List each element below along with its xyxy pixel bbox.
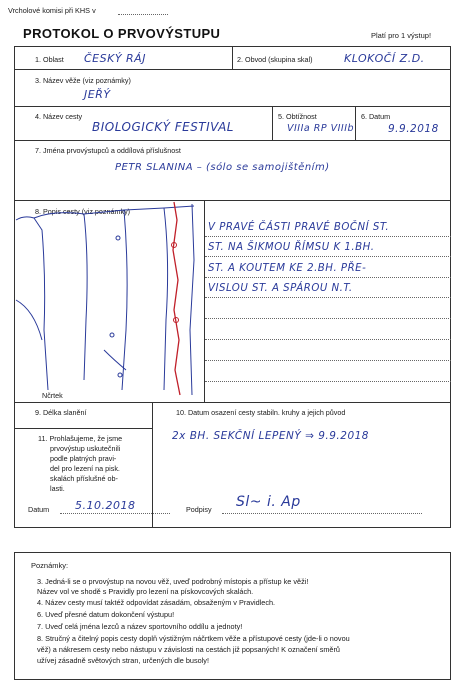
- divider: [355, 106, 356, 140]
- sketch-edge: [190, 204, 194, 395]
- description-rule: [205, 339, 451, 340]
- divider: [14, 402, 451, 403]
- route-sketch: [14, 200, 204, 400]
- declaration-line-2: prvovýstup uskutečnili: [50, 444, 121, 453]
- description-line-3: ST. A KOUTEM KE 2.BH. PŘE-: [208, 263, 367, 274]
- divider: [14, 428, 152, 429]
- date-rule: [60, 513, 170, 514]
- note-item: 3. Jedná-li se o prvovýstup na novou věž, uveď podrobný místopis a přístup ke věži!: [37, 577, 309, 586]
- page-title: PROTOKOL O PRVOVÝSTUPU: [23, 26, 221, 41]
- field-grade-label: 5. Obtížnost: [278, 112, 317, 121]
- field-district-value: KLOKOČÍ Z.D.: [344, 52, 425, 65]
- sketch-ring: [118, 373, 122, 377]
- description-rule: [205, 318, 451, 319]
- field-date-label: 6. Datum: [361, 112, 391, 121]
- commission-label: Vrcholové komisi při KHS v: [8, 6, 96, 15]
- sketch-crack: [122, 210, 127, 390]
- sketch-ledge: [16, 300, 42, 340]
- field-date-value: 9.9.2018: [388, 123, 439, 135]
- divider: [14, 106, 451, 107]
- signatures-rule: [222, 513, 422, 514]
- declaration-line-4: del pro lezení na pisk.: [50, 464, 120, 473]
- divider: [14, 140, 451, 141]
- note-item: užívej zásadně světových stran, určených dle busoly!: [37, 656, 209, 665]
- note-item: Název vol ve shodě s Pravidly pro lezení na pískovcových skalách.: [37, 587, 254, 596]
- description-rule: [205, 297, 451, 298]
- sketch-label: Nčrtek: [42, 391, 63, 400]
- sketch-rock-top: [34, 206, 194, 218]
- field-rappel-label: 9. Délka slanění: [35, 408, 87, 417]
- description-rule: [205, 277, 451, 278]
- field-route-label: 4. Název cesty: [35, 112, 83, 121]
- sketch-route-line: [173, 202, 180, 395]
- note-item: věž) a nákresem cesty nebo nástupu v závislosti na cestách již popsaných! K označení směrů: [37, 645, 340, 654]
- sketch-ring: [116, 236, 120, 240]
- declaration-line-3: podle platných pravi-: [50, 454, 117, 463]
- description-line-2: ST. NA ŠIKMOU ŘÍMSU K 1.BH.: [208, 242, 375, 253]
- description-rule: [205, 360, 451, 361]
- field-district-label: 2. Obvod (skupina skal): [237, 55, 313, 64]
- divider: [232, 46, 233, 69]
- divider: [14, 69, 451, 70]
- divider: [272, 106, 273, 140]
- signatures-value: Sl~ i. Ap: [236, 494, 301, 510]
- declaration-line-6: lasti.: [50, 484, 65, 493]
- divider: [204, 200, 205, 402]
- field-route-value: BIOLOGICKÝ FESTIVAL: [92, 120, 234, 134]
- note-item: 4. Název cesty musí taktéž odpovídat zásadám, obsaženým v Pravidlech.: [37, 598, 276, 607]
- description-rule: [205, 236, 451, 237]
- description-line-1: V PRAVÉ ČÁSTI PRAVÉ BOČNÍ ST.: [208, 222, 390, 233]
- note-item: 8. Stručný a čitelný popis cesty doplň výstižným náčrtkem věže a přístupové cesty (jde-li o novou: [37, 634, 350, 643]
- sketch-ledge: [104, 350, 126, 370]
- sketch-crack: [84, 214, 87, 380]
- validity-note: Platí pro 1 výstup!: [371, 31, 432, 40]
- field-description-label: 8. Popis cesty (viz poznámky): [35, 207, 131, 216]
- signatures-label: Podpisy: [186, 505, 212, 514]
- commission-line: [118, 14, 168, 15]
- date-value: 5.10.2018: [75, 499, 136, 512]
- notes-title: Poznámky:: [31, 561, 69, 570]
- sketch-arete: [164, 208, 168, 390]
- description-line-4: VISLOU ST. A SPÁROU N.T.: [208, 283, 353, 294]
- declaration-line-1: 11. Prohlašujeme, že jsme: [38, 434, 123, 443]
- field-area-value: ČESKÝ RÁJ: [84, 52, 146, 65]
- note-item: 6. Uveď přesné datum dokončení výstupu!: [37, 610, 175, 619]
- divider: [152, 402, 153, 528]
- description-rule: [205, 381, 451, 382]
- field-grade-value: VIIIa RP VIIIb: [287, 123, 355, 134]
- sketch-ring: [110, 333, 114, 337]
- field-climbers-label: 7. Jména prvovýstupců a oddílová příslušnost: [35, 146, 181, 155]
- field-bolts-label: 10. Datum osazení cesty stabiln. kruhy a jejich původ: [176, 408, 346, 417]
- description-rule: [205, 256, 451, 257]
- note-item: 7. Uveď celá jména lezců a název sportovního oddílu a jednoty!: [37, 622, 243, 631]
- field-tower-label: 3. Název věže (viz poznámky): [35, 76, 131, 85]
- field-area-label: 1. Oblast: [35, 55, 64, 64]
- field-tower-value: JEŘÝ: [84, 88, 111, 101]
- date-label: Datum: [28, 505, 50, 514]
- field-climbers-value: PETR SLANINA – (sólo se samojištěním): [115, 162, 330, 173]
- declaration-line-5: skalách příslušné ob-: [50, 474, 118, 483]
- field-bolts-value: 2x BH. SEKČNÍ LEPENÝ ⇒ 9.9.2018: [172, 430, 369, 442]
